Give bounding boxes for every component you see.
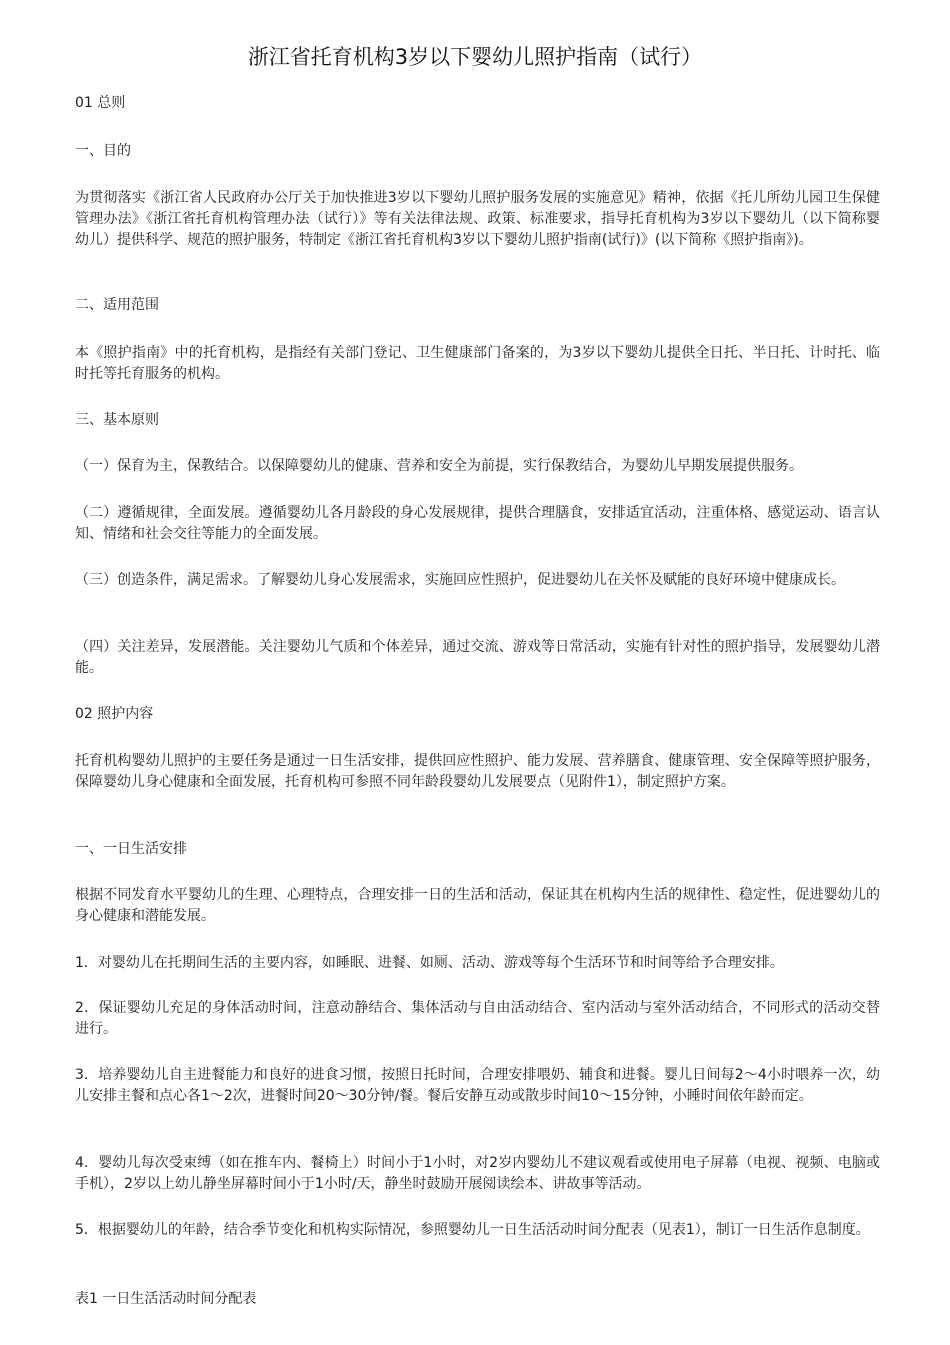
subheading-daily-schedule: 一、一日生活安排	[75, 841, 187, 857]
paragraph-care-tasks: 托育机构婴幼儿照护的主要任务是通过一日生活安排，提供回应性照护、能力发展、营养膳食、健康管理、安全保障等照护服务，保障婴幼儿身心健康和全面发展，托育机构可参照不同年龄段婴幼儿发展要点（见附件1），制定照护方案。	[75, 753, 880, 790]
section-heading-general: 01 总则	[75, 95, 126, 111]
section-heading-care-content: 02 照护内容	[75, 706, 154, 722]
schedule-item-1: 1．对婴幼儿在托期间生活的主要内容，如睡眠、进餐、如厕、活动、游戏等每个生活环节和时间等给予合理安排。	[75, 955, 784, 971]
subheading-principles: 三、基本原则	[75, 412, 159, 428]
principle-2: （二）遵循规律，全面发展。遵循婴幼儿各月龄段的身心发展规律，提供合理膳食，安排适宜活动，注重体格、感觉运动、语言认知、情绪和社会交往等能力的全面发展。	[75, 505, 880, 542]
subheading-purpose: 一、目的	[75, 143, 131, 159]
paragraph-daily-schedule: 根据不同发育水平婴幼儿的生理、心理特点，合理安排一日的生活和活动，保证其在机构内生活的规律性、稳定性，促进婴幼儿的身心健康和潜能发展。	[75, 887, 880, 924]
principle-1: （一）保育为主，保教结合。以保障婴幼儿的健康、营养和安全为前提，实行保教结合，为婴幼儿早期发展提供服务。	[75, 458, 803, 474]
schedule-item-3: 3．培养婴幼儿自主进餐能力和良好的进食习惯，按照日托时间，合理安排喂奶、辅食和进餐。婴儿日间每2～4小时喂养一次，幼儿安排主餐和点心各1～2次，进餐时间20～30分钟/餐。餐后安静互动或散步时间10～15分钟，小睡时间依年龄而定。	[75, 1067, 880, 1104]
paragraph-scope: 本《照护指南》中的托育机构，是指经有关部门登记、卫生健康部门备案的，为3岁以下婴幼儿提供全日托、半日托、计时托、临时托等托育服务的机构。	[75, 345, 880, 382]
subheading-scope: 二、适用范围	[75, 297, 159, 313]
principle-4: （四）关注差异，发展潜能。关注婴幼儿气质和个体差异，通过交流、游戏等日常活动，实施有针对性的照护指导，发展婴幼儿潜能。	[75, 639, 880, 676]
document-title: 浙江省托育机构3岁以下婴幼儿照护指南（试行）	[247, 45, 703, 69]
schedule-item-5: 5．根据婴幼儿的年龄，结合季节变化和机构实际情况，参照婴幼儿一日生活活动时间分配表（见表1），制订一日生活作息制度。	[75, 1222, 870, 1238]
table-caption: 表1 一日生活活动时间分配表	[75, 1291, 257, 1307]
schedule-item-2: 2．保证婴幼儿充足的身体活动时间，注意动静结合、集体活动与自由活动结合、室内活动与室外活动结合，不同形式的活动交替进行。	[75, 1000, 880, 1037]
paragraph-purpose: 为贯彻落实《浙江省人民政府办公厅关于加快推进3岁以下婴幼儿照护服务发展的实施意见》精神，依据《托儿所幼儿园卫生保健管理办法》《浙江省托育机构管理办法（试行）》等有关法律法规、政策、标准要求，指导托育机构为3岁以下婴幼儿（以下简称婴幼儿）提供科学、规范的照护服务，特制定《浙江省托育机构3岁以下婴幼儿照护指南(试行)》(以下简称《照护指南》)。	[75, 190, 880, 248]
principle-3: （三）创造条件，满足需求。了解婴幼儿身心发展需求，实施回应性照护，促进婴幼儿在关怀及赋能的良好环境中健康成长。	[75, 572, 845, 588]
schedule-item-4: 4．婴幼儿每次受束缚（如在推车内、餐椅上）时间小于1小时，对2岁内婴幼儿不建议观看或使用电子屏幕（电视、视频、电脑或手机），2岁以上幼儿静坐屏幕时间小于1小时/天，静坐时鼓励开展阅读绘本、讲故事等活动。	[75, 1155, 880, 1192]
